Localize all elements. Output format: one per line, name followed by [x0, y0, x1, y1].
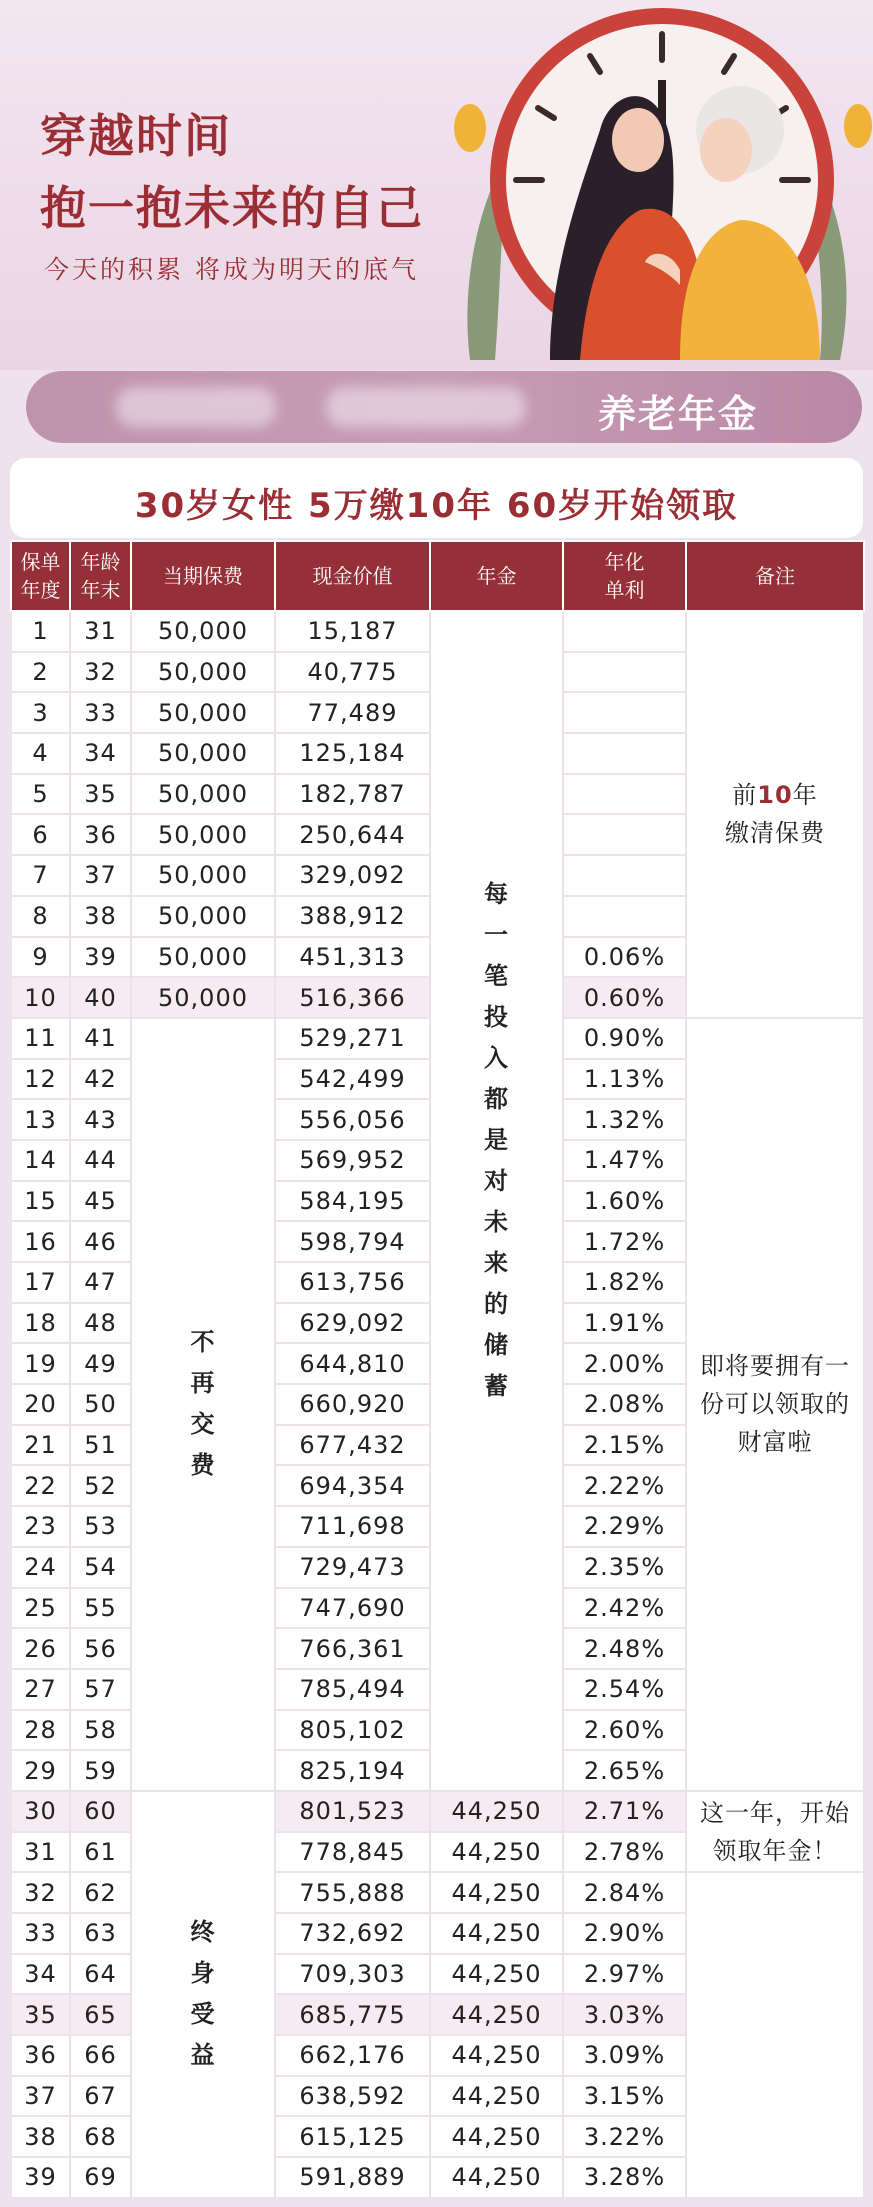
table-row: [11, 611, 864, 652]
rate-cell: 0.90%: [563, 1018, 686, 1059]
header-age: 年龄 年末: [70, 541, 131, 611]
vertical-char: 益: [190, 2041, 216, 2070]
policy-year-cell: 21: [11, 1425, 70, 1466]
age-cell: 58: [70, 1710, 131, 1751]
blurred-text: [326, 387, 526, 427]
annuity-cell: 44,250: [430, 1791, 563, 1832]
rate-cell: 2.84%: [563, 1872, 686, 1913]
age-cell: 66: [70, 2035, 131, 2076]
policy-year-cell: 35: [11, 1994, 70, 2035]
policy-year-cell: 29: [11, 1750, 70, 1791]
header-rate: 年化 单利: [563, 541, 686, 611]
premium-cell: 50,000: [131, 692, 275, 733]
age-cell: 67: [70, 2076, 131, 2117]
note-text: 即将要拥有一: [700, 1352, 850, 1381]
note-wealth: [686, 1018, 864, 1791]
vertical-char: 笔: [484, 962, 509, 991]
annuity-cell: 44,250: [430, 1913, 563, 1954]
rate-cell: [563, 855, 686, 896]
cash-value-cell: 584,195: [275, 1181, 430, 1222]
premium-cell: 50,000: [131, 611, 275, 652]
age-cell: 39: [70, 937, 131, 978]
cash-value-cell: 729,473: [275, 1547, 430, 1588]
rate-cell: 2.65%: [563, 1750, 686, 1791]
header-premium: 当期保费: [131, 541, 275, 611]
age-cell: 47: [70, 1262, 131, 1303]
table-row: [11, 1791, 864, 1832]
rate-cell: 2.48%: [563, 1628, 686, 1669]
vertical-char: 费: [190, 1451, 216, 1480]
vertical-char: 入: [484, 1044, 509, 1073]
cash-value-cell: 766,361: [275, 1628, 430, 1669]
policy-year-cell: 9: [11, 937, 70, 978]
policy-year-cell: 17: [11, 1262, 70, 1303]
plan-summary: [10, 458, 863, 538]
header-note: 备注: [686, 541, 864, 611]
cash-value-cell: 662,176: [275, 2035, 430, 2076]
premium-cell: 50,000: [131, 937, 275, 978]
annuity-cell: 44,250: [430, 1994, 563, 2035]
note-text: 前: [732, 781, 758, 810]
premium-cell: 50,000: [131, 814, 275, 855]
age-cell: 64: [70, 1954, 131, 1995]
plan-summary-text: 30岁女性 5万缴10年 60岁开始领取: [134, 486, 739, 526]
note-text: 这一年，开始: [700, 1798, 850, 1827]
rate-cell: 2.54%: [563, 1669, 686, 1710]
policy-year-cell: 18: [11, 1303, 70, 1344]
annuity-cell: 44,250: [430, 2035, 563, 2076]
cash-value-cell: 451,313: [275, 937, 430, 978]
age-cell: 37: [70, 855, 131, 896]
rate-cell: 3.03%: [563, 1994, 686, 2035]
policy-year-cell: 15: [11, 1181, 70, 1222]
policy-year-cell: 2: [11, 652, 70, 693]
rate-cell: 2.90%: [563, 1913, 686, 1954]
product-name: 养老年金: [598, 392, 759, 436]
annuity-slogan: [430, 611, 563, 1791]
cash-value-cell: 542,499: [275, 1059, 430, 1100]
policy-year-cell: 20: [11, 1384, 70, 1425]
cash-value-cell: 694,354: [275, 1465, 430, 1506]
rate-cell: 2.42%: [563, 1588, 686, 1629]
policy-year-cell: 1: [11, 611, 70, 652]
policy-year-cell: 39: [11, 2157, 70, 2198]
policy-year-cell: 19: [11, 1343, 70, 1384]
age-cell: 49: [70, 1343, 131, 1384]
rate-cell: 2.00%: [563, 1343, 686, 1384]
age-cell: 63: [70, 1913, 131, 1954]
cash-value-cell: 250,644: [275, 814, 430, 855]
policy-year-cell: 10: [11, 977, 70, 1018]
rate-cell: 3.09%: [563, 2035, 686, 2076]
note-text: 缴清保费: [725, 819, 825, 848]
age-cell: 69: [70, 2157, 131, 2198]
table-header-row: [11, 541, 864, 611]
cash-value-cell: 388,912: [275, 896, 430, 937]
age-cell: 53: [70, 1506, 131, 1547]
note-text: 份可以领取的: [700, 1390, 850, 1419]
age-cell: 68: [70, 2116, 131, 2157]
cash-value-cell: 615,125: [275, 2116, 430, 2157]
policy-year-cell: 38: [11, 2116, 70, 2157]
cash-value-cell: 182,787: [275, 774, 430, 815]
policy-year-cell: 11: [11, 1018, 70, 1059]
header-policy-year: 保单 年度: [11, 541, 70, 611]
header-annuity: 年金: [430, 541, 563, 611]
premium-stop-label: [131, 1018, 275, 1791]
rate-cell: [563, 692, 686, 733]
rate-cell: 1.13%: [563, 1059, 686, 1100]
cash-value-cell: 529,271: [275, 1018, 430, 1059]
cash-value-cell: 516,366: [275, 977, 430, 1018]
policy-year-cell: 33: [11, 1913, 70, 1954]
cash-value-cell: 125,184: [275, 733, 430, 774]
policy-year-cell: 14: [11, 1140, 70, 1181]
cash-value-cell: 711,698: [275, 1506, 430, 1547]
rate-cell: 3.15%: [563, 2076, 686, 2117]
cash-value-cell: 329,092: [275, 855, 430, 896]
age-cell: 52: [70, 1465, 131, 1506]
age-cell: 42: [70, 1059, 131, 1100]
vertical-char: 都: [484, 1085, 509, 1114]
age-cell: 54: [70, 1547, 131, 1588]
age-cell: 61: [70, 1832, 131, 1873]
hero-title-line2: 抱一抱未来的自己: [40, 181, 424, 235]
hero-illustration: [440, 0, 873, 370]
premium-cell: 50,000: [131, 855, 275, 896]
policy-year-cell: 23: [11, 1506, 70, 1547]
age-cell: 51: [70, 1425, 131, 1466]
note-premium-paid: [686, 611, 864, 1018]
rate-cell: 2.78%: [563, 1832, 686, 1873]
rate-cell: 1.72%: [563, 1221, 686, 1262]
policy-year-cell: 8: [11, 896, 70, 937]
age-cell: 46: [70, 1221, 131, 1262]
rate-cell: 2.08%: [563, 1384, 686, 1425]
cash-value-cell: 801,523: [275, 1791, 430, 1832]
cash-value-cell: 685,775: [275, 1994, 430, 2035]
cash-value-cell: 40,775: [275, 652, 430, 693]
note-text: 财富啦: [737, 1428, 813, 1457]
vertical-char: 身: [190, 1959, 216, 1988]
policy-year-cell: 6: [11, 814, 70, 855]
note-empty: [686, 1872, 864, 2198]
cash-value-cell: 805,102: [275, 1710, 430, 1751]
age-cell: 34: [70, 733, 131, 774]
cash-value-cell: 77,489: [275, 692, 430, 733]
annuity-cell: 44,250: [430, 2157, 563, 2198]
rate-cell: 1.82%: [563, 1262, 686, 1303]
rate-cell: [563, 611, 686, 652]
cash-value-cell: 825,194: [275, 1750, 430, 1791]
age-cell: 43: [70, 1099, 131, 1140]
rate-cell: 3.22%: [563, 2116, 686, 2157]
age-cell: 65: [70, 1994, 131, 2035]
note-number: 10: [757, 781, 793, 810]
benefit-table: [10, 540, 865, 2199]
cash-value-cell: 747,690: [275, 1588, 430, 1629]
vertical-char: 来: [484, 1249, 509, 1278]
vertical-char: 不: [190, 1328, 216, 1357]
hero-title-line1: 穿越时间: [40, 109, 232, 163]
annuity-cell: 44,250: [430, 1832, 563, 1873]
hero-banner: [0, 0, 873, 370]
note-text: 领取年金！: [712, 1836, 838, 1865]
vertical-char: 投: [484, 1003, 509, 1032]
cash-value-cell: 15,187: [275, 611, 430, 652]
age-cell: 40: [70, 977, 131, 1018]
rate-cell: 0.60%: [563, 977, 686, 1018]
policy-year-cell: 28: [11, 1710, 70, 1751]
policy-year-cell: 5: [11, 774, 70, 815]
note-start-annuity: [686, 1791, 864, 1872]
vertical-char: 对: [484, 1167, 509, 1196]
policy-year-cell: 25: [11, 1588, 70, 1629]
policy-year-cell: 27: [11, 1669, 70, 1710]
rate-cell: [563, 814, 686, 855]
vertical-char: 再: [190, 1369, 216, 1398]
blurred-text: [116, 387, 276, 427]
rate-cell: 3.28%: [563, 2157, 686, 2198]
vertical-char: 蓄: [484, 1372, 509, 1401]
vertical-char: 终: [190, 1918, 216, 1947]
cash-value-cell: 709,303: [275, 1954, 430, 1995]
vertical-char: 是: [484, 1126, 509, 1155]
age-cell: 56: [70, 1628, 131, 1669]
premium-cell: 50,000: [131, 896, 275, 937]
premium-cell: 50,000: [131, 774, 275, 815]
policy-year-cell: 22: [11, 1465, 70, 1506]
age-cell: 31: [70, 611, 131, 652]
policy-year-cell: 32: [11, 1872, 70, 1913]
rate-cell: 1.60%: [563, 1181, 686, 1222]
premium-cell: 50,000: [131, 652, 275, 693]
cash-value-cell: 598,794: [275, 1221, 430, 1262]
policy-year-cell: 12: [11, 1059, 70, 1100]
cash-value-cell: 660,920: [275, 1384, 430, 1425]
rate-cell: 2.60%: [563, 1710, 686, 1751]
cash-value-cell: 629,092: [275, 1303, 430, 1344]
cash-value-cell: 591,889: [275, 2157, 430, 2198]
vertical-char: 一: [484, 921, 509, 950]
cash-value-cell: 732,692: [275, 1913, 430, 1954]
rate-cell: 2.29%: [563, 1506, 686, 1547]
header-cash-value: 现金价值: [275, 541, 430, 611]
rate-cell: [563, 652, 686, 693]
age-cell: 62: [70, 1872, 131, 1913]
vertical-char: 未: [484, 1208, 509, 1237]
age-cell: 38: [70, 896, 131, 937]
age-cell: 59: [70, 1750, 131, 1791]
vertical-char: 的: [484, 1290, 509, 1319]
age-cell: 60: [70, 1791, 131, 1832]
age-cell: 32: [70, 652, 131, 693]
policy-year-cell: 26: [11, 1628, 70, 1669]
rate-cell: [563, 733, 686, 774]
policy-year-cell: 36: [11, 2035, 70, 2076]
policy-year-cell: 34: [11, 1954, 70, 1995]
policy-year-cell: 4: [11, 733, 70, 774]
rate-cell: [563, 774, 686, 815]
cash-value-cell: 613,756: [275, 1262, 430, 1303]
lifetime-benefit-label: [131, 1791, 275, 2198]
rate-cell: 1.32%: [563, 1099, 686, 1140]
annuity-cell: 44,250: [430, 1954, 563, 1995]
hero-subtitle: 今天的积累 将成为明天的底气: [44, 255, 419, 284]
policy-year-cell: 30: [11, 1791, 70, 1832]
policy-year-cell: 7: [11, 855, 70, 896]
policy-year-cell: 16: [11, 1221, 70, 1262]
vertical-char: 交: [190, 1410, 216, 1439]
rate-cell: 1.47%: [563, 1140, 686, 1181]
cash-value-cell: 569,952: [275, 1140, 430, 1181]
premium-cell: 50,000: [131, 977, 275, 1018]
age-cell: 45: [70, 1181, 131, 1222]
rate-cell: 2.97%: [563, 1954, 686, 1995]
age-cell: 33: [70, 692, 131, 733]
policy-year-cell: 24: [11, 1547, 70, 1588]
annuity-cell: 44,250: [430, 2116, 563, 2157]
age-cell: 50: [70, 1384, 131, 1425]
age-cell: 41: [70, 1018, 131, 1059]
cash-value-cell: 778,845: [275, 1832, 430, 1873]
product-banner: [26, 371, 862, 443]
policy-year-cell: 31: [11, 1832, 70, 1873]
vertical-char: 储: [484, 1331, 509, 1360]
premium-cell: 50,000: [131, 733, 275, 774]
cash-value-cell: 785,494: [275, 1669, 430, 1710]
cash-value-cell: 644,810: [275, 1343, 430, 1384]
cash-value-cell: 677,432: [275, 1425, 430, 1466]
age-cell: 35: [70, 774, 131, 815]
policy-year-cell: 37: [11, 2076, 70, 2117]
rate-cell: 2.22%: [563, 1465, 686, 1506]
policy-year-cell: 13: [11, 1099, 70, 1140]
annuity-cell: 44,250: [430, 2076, 563, 2117]
policy-year-cell: 3: [11, 692, 70, 733]
age-cell: 57: [70, 1669, 131, 1710]
rate-cell: [563, 896, 686, 937]
annuity-cell: 44,250: [430, 1872, 563, 1913]
rate-cell: 0.06%: [563, 937, 686, 978]
age-cell: 44: [70, 1140, 131, 1181]
age-cell: 55: [70, 1588, 131, 1629]
vertical-char: 受: [190, 2000, 216, 2029]
rate-cell: 2.15%: [563, 1425, 686, 1466]
age-cell: 48: [70, 1303, 131, 1344]
age-cell: 36: [70, 814, 131, 855]
rate-cell: 2.71%: [563, 1791, 686, 1832]
rate-cell: 1.91%: [563, 1303, 686, 1344]
note-text: 年: [792, 781, 818, 810]
vertical-char: 每: [484, 880, 509, 909]
rate-cell: 2.35%: [563, 1547, 686, 1588]
cash-value-cell: 556,056: [275, 1099, 430, 1140]
cash-value-cell: 755,888: [275, 1872, 430, 1913]
cash-value-cell: 638,592: [275, 2076, 430, 2117]
